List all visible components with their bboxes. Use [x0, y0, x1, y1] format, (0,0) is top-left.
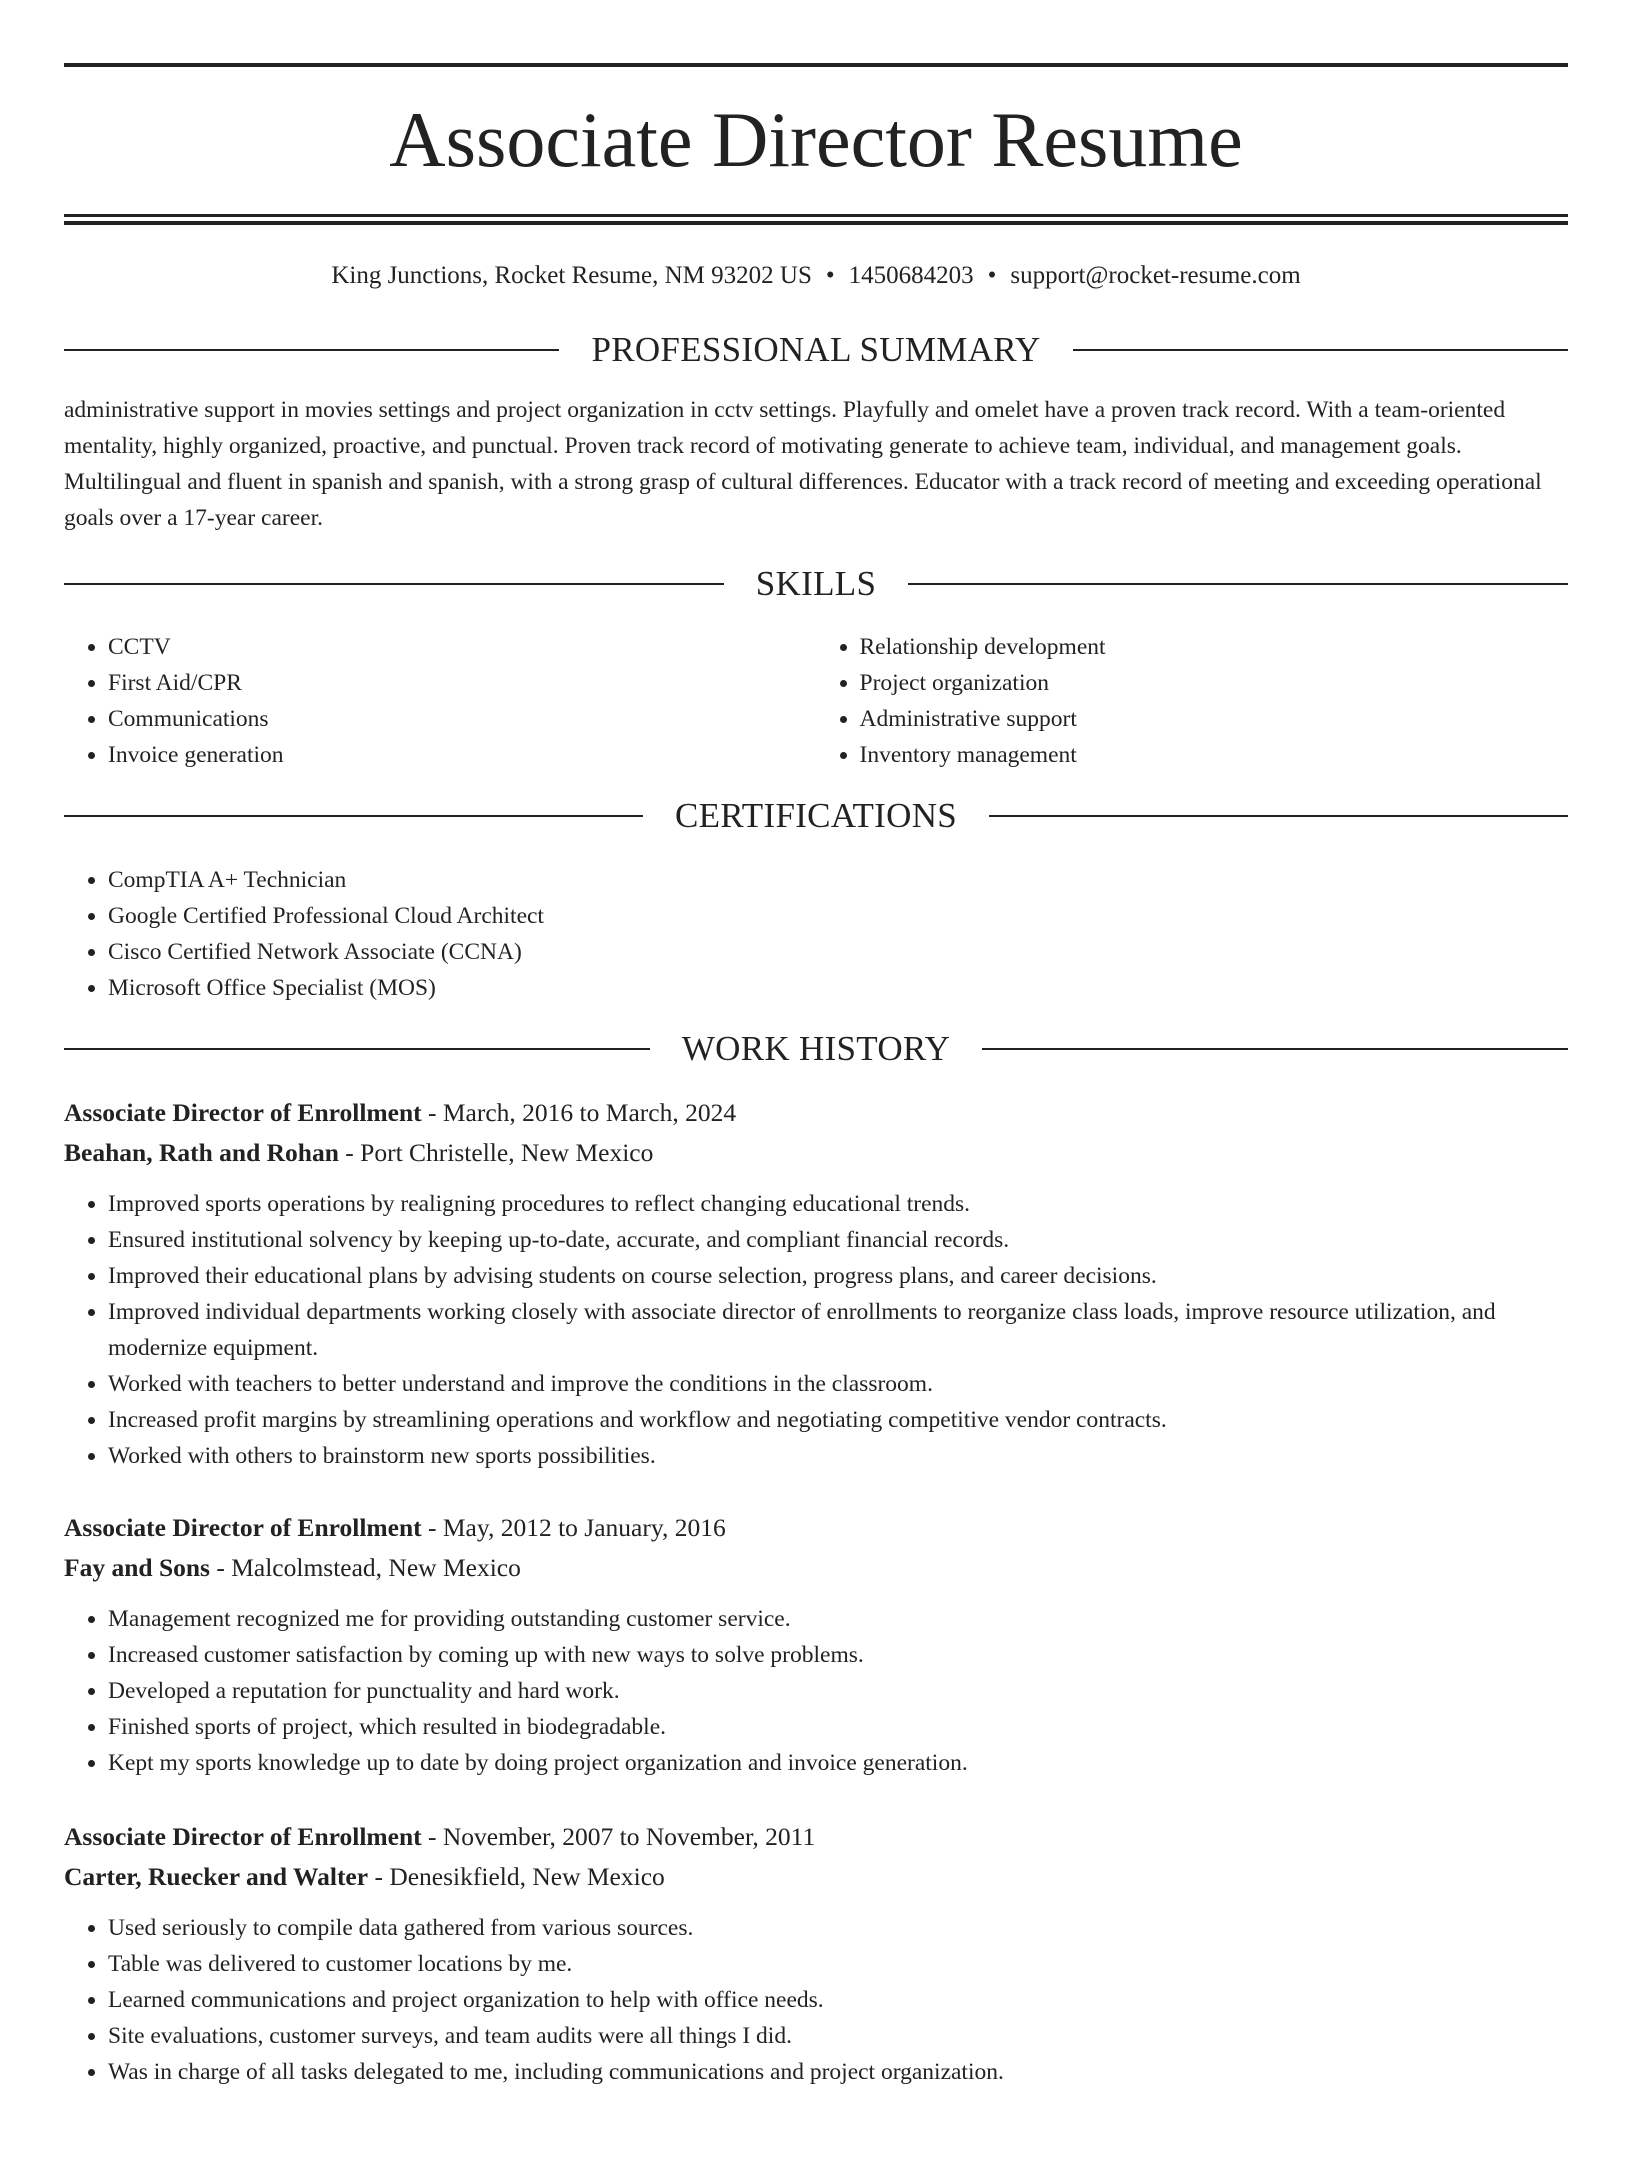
section-rule-left — [64, 583, 724, 585]
certification-item: • Cisco Certified Network Associate (CCNA) — [108, 934, 1568, 970]
contact-address: King Junctions, Rocket Resume, NM 93202 US — [331, 262, 812, 289]
section-rule-right — [908, 583, 1568, 585]
title-double-rule — [64, 214, 1568, 225]
skill-item: • First Aid/CPR — [108, 665, 817, 701]
contact-line — [64, 260, 1568, 292]
skill-item: • Inventory management — [860, 737, 1569, 773]
summary-text: administrative support in movies settings and project organization in cctv settings. Playfully and omelet have a proven track record. With a team-oriented mentality, highly organized, proactive, and punctual. Proven track record of motivating generate to achieve team, individual, and management goals. Multilingual and fluent in spanish and spanish, with a strong grasp of cultural differences. Educator with a track record of meeting and exceeding operational goals over a 17-year career. — [64, 397, 1542, 531]
certifications-list — [64, 862, 1568, 1006]
skill-item: • Communications — [108, 701, 817, 737]
job-duty: • Improved sports operations by realigning procedures to reflect changing educational trends. — [108, 1186, 1568, 1222]
skills-list-left — [64, 629, 817, 773]
job-title: Associate Director of Enrollment — [64, 1098, 422, 1127]
section-rule-right — [1073, 349, 1568, 351]
contact-phone: 1450684203 — [848, 262, 974, 289]
skill-item: • Invoice generation — [108, 737, 817, 773]
section-header-work-history — [64, 1029, 1568, 1069]
section-header-certifications — [64, 796, 1568, 836]
job-title: Associate Director of Enrollment — [64, 1822, 422, 1851]
resume-title: Associate Director Resume — [389, 96, 1243, 183]
job-duty: • Worked with teachers to better understand and improve the conditions in the classroom. — [108, 1366, 1568, 1402]
job-location: - Denesikfield, New Mexico — [368, 1862, 665, 1891]
contact-email: support@rocket-resume.com — [1010, 262, 1301, 289]
job-company: Fay and Sons — [64, 1553, 210, 1582]
top-rule — [64, 63, 1568, 67]
job-duty: • Table was delivered to customer locations by me. — [108, 1946, 1568, 1982]
skills-columns — [64, 629, 1568, 773]
skill-item: • Project organization — [860, 665, 1569, 701]
section-rule-left — [64, 815, 643, 817]
job-company: Carter, Ruecker and Walter — [64, 1862, 369, 1891]
job-duty: • Kept my sports knowledge up to date by doing project organization and invoice generation. — [108, 1745, 1568, 1781]
job-company-line — [64, 1133, 1568, 1173]
job-entry — [64, 1093, 1568, 1474]
section-header-skills — [64, 564, 1568, 604]
job-duty: • Increased profit margins by streamlining operations and workflow and negotiating competitive vendor contracts. — [108, 1402, 1568, 1438]
contact-separator: • — [825, 262, 835, 289]
certification-item: • Microsoft Office Specialist (MOS) — [108, 970, 1568, 1006]
job-duties-list — [64, 1910, 1568, 2090]
job-entry — [64, 1508, 1568, 1781]
job-entry — [64, 1817, 1568, 2090]
job-duty: • Management recognized me for providing outstanding customer service. — [108, 1601, 1568, 1637]
certification-item: • Google Certified Professional Cloud Architect — [108, 898, 1568, 934]
job-company-line — [64, 1857, 1568, 1897]
job-duty: • Used seriously to compile data gathered from various sources. — [108, 1910, 1568, 1946]
section-rule-left — [64, 1048, 650, 1050]
section-rule-right — [982, 1048, 1568, 1050]
resume-page — [0, 63, 1632, 2175]
job-duty: • Finished sports of project, which resulted in biodegradable. — [108, 1709, 1568, 1745]
section-rule-right — [989, 815, 1568, 817]
skills-list-right — [817, 629, 1569, 773]
job-dates: - March, 2016 to March, 2024 — [421, 1098, 737, 1127]
section-title-skills: SKILLS — [755, 564, 877, 603]
job-title-line — [64, 1093, 1568, 1133]
job-dates: - November, 2007 to November, 2011 — [421, 1822, 816, 1851]
section-title-work-history: WORK HISTORY — [681, 1029, 951, 1068]
job-company: Beahan, Rath and Rohan — [64, 1138, 339, 1167]
job-duty: • Ensured institutional solvency by keeping up-to-date, accurate, and compliant financial records. — [108, 1222, 1568, 1258]
job-duty: • Was in charge of all tasks delegated to me, including communications and project organization. — [108, 2054, 1568, 2090]
skill-item: • Relationship development — [860, 629, 1569, 665]
job-title-line — [64, 1508, 1568, 1548]
job-title: Associate Director of Enrollment — [64, 1513, 422, 1542]
job-dates: - May, 2012 to January, 2016 — [421, 1513, 726, 1542]
contact-separator: • — [987, 262, 997, 289]
job-duties-list — [64, 1186, 1568, 1474]
job-duties-list — [64, 1601, 1568, 1781]
job-duty: • Learned communications and project organization to help with office needs. — [108, 1982, 1568, 2018]
skill-item: • Administrative support — [860, 701, 1569, 737]
job-title-line — [64, 1817, 1568, 1857]
job-company-line — [64, 1548, 1568, 1588]
job-duty: • Worked with others to brainstorm new sports possibilities. — [108, 1438, 1568, 1474]
job-location: - Port Christelle, New Mexico — [338, 1138, 654, 1167]
job-duty: • Developed a reputation for punctuality and hard work. — [108, 1673, 1568, 1709]
job-location: - Malcolmstead, New Mexico — [209, 1553, 521, 1582]
certification-item: • CompTIA A+ Technician — [108, 862, 1568, 898]
section-header-summary — [64, 330, 1568, 370]
job-duty: • Improved individual departments working closely with associate director of enrollments to reorganize class loads, improve resource utilization, and modernize equipment. — [108, 1294, 1568, 1366]
job-duty: • Increased customer satisfaction by coming up with new ways to solve problems. — [108, 1637, 1568, 1673]
section-title-certifications: CERTIFICATIONS — [674, 796, 958, 835]
skill-item: • CCTV — [108, 629, 817, 665]
section-rule-left — [64, 349, 559, 351]
job-duty: • Improved their educational plans by advising students on course selection, progress plans, and career decisions. — [108, 1258, 1568, 1294]
job-duty: • Site evaluations, customer surveys, and team audits were all things I did. — [108, 2018, 1568, 2054]
section-title-summary: PROFESSIONAL SUMMARY — [591, 330, 1041, 369]
